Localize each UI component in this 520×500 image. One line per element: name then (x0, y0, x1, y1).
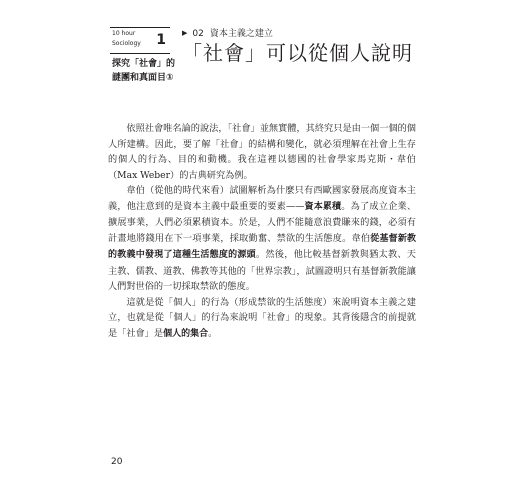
page-title: 「社會」可以從個人說明 (182, 41, 413, 65)
paragraph (108, 183, 416, 295)
series-label: 10 hour (112, 30, 136, 37)
page-number: 20 (111, 457, 123, 467)
section-title: 資本主義之建立 (209, 29, 273, 39)
emphasis-text: 個人的集合 (163, 328, 209, 339)
section-number: 02 (192, 29, 204, 39)
triangle-right-icon: ▶ (182, 29, 188, 37)
part-number: 1 (156, 32, 166, 48)
emphasis-text: 資本累積 (304, 201, 342, 212)
text-run: 這就是從「個人」的行為（形成禁欲的生活態度）來說明資本主義之建立，也就是從「個人」的行為來說明「社會」的現象。其背後隱含的前提就是「社會」是 (108, 296, 416, 339)
text-run: 。 (208, 327, 218, 339)
emphasis-text: 從基督新教的教義中發現了這種生活態度的源頭 (108, 233, 416, 260)
text-run: 。然後，他比較基督新教與猶太教、天主教、儒教、道教、佛教等其他的「世界宗教」，試圖證明只有基督新教能讓人們對世俗的一切採取禁欲的態度。 (108, 249, 416, 292)
paragraph (108, 121, 416, 183)
section-header (182, 27, 273, 40)
body-text (108, 121, 416, 342)
paragraph (108, 295, 416, 343)
text-run: 韋伯（從他的時代來看）試圖解析為什麼只有西歐國家發展高度資本主義，他注意到的是資本主義中最重要的要素—— (108, 185, 416, 212)
chapter-title (112, 57, 192, 85)
text-run: 。為了成立企業、擴展事業，人們必須累積資本。於是，人們不能隨意浪費賺來的錢，必須有計畫地將錢用在下一項事業，採取勤奮、禁欲的生活態度。韋伯 (108, 200, 417, 244)
series-subject: Sociology (112, 40, 141, 47)
chapter-title-line: 謎團和真面目① (112, 73, 174, 83)
chapter-title-line: 探究「社會」的 (112, 59, 176, 69)
series-box (110, 27, 170, 54)
text-run: 依照社會唯名論的說法，「社會」並無實體，其終究只是由一個一個的個人所建構。因此，要了解「社會」的結構和變化，就必須理解在社會上生存的個人的行為、目的和動機。我在這裡以德國的社會學家馬克斯・韋伯（Max Weber）的古典研究為例。 (108, 123, 416, 181)
